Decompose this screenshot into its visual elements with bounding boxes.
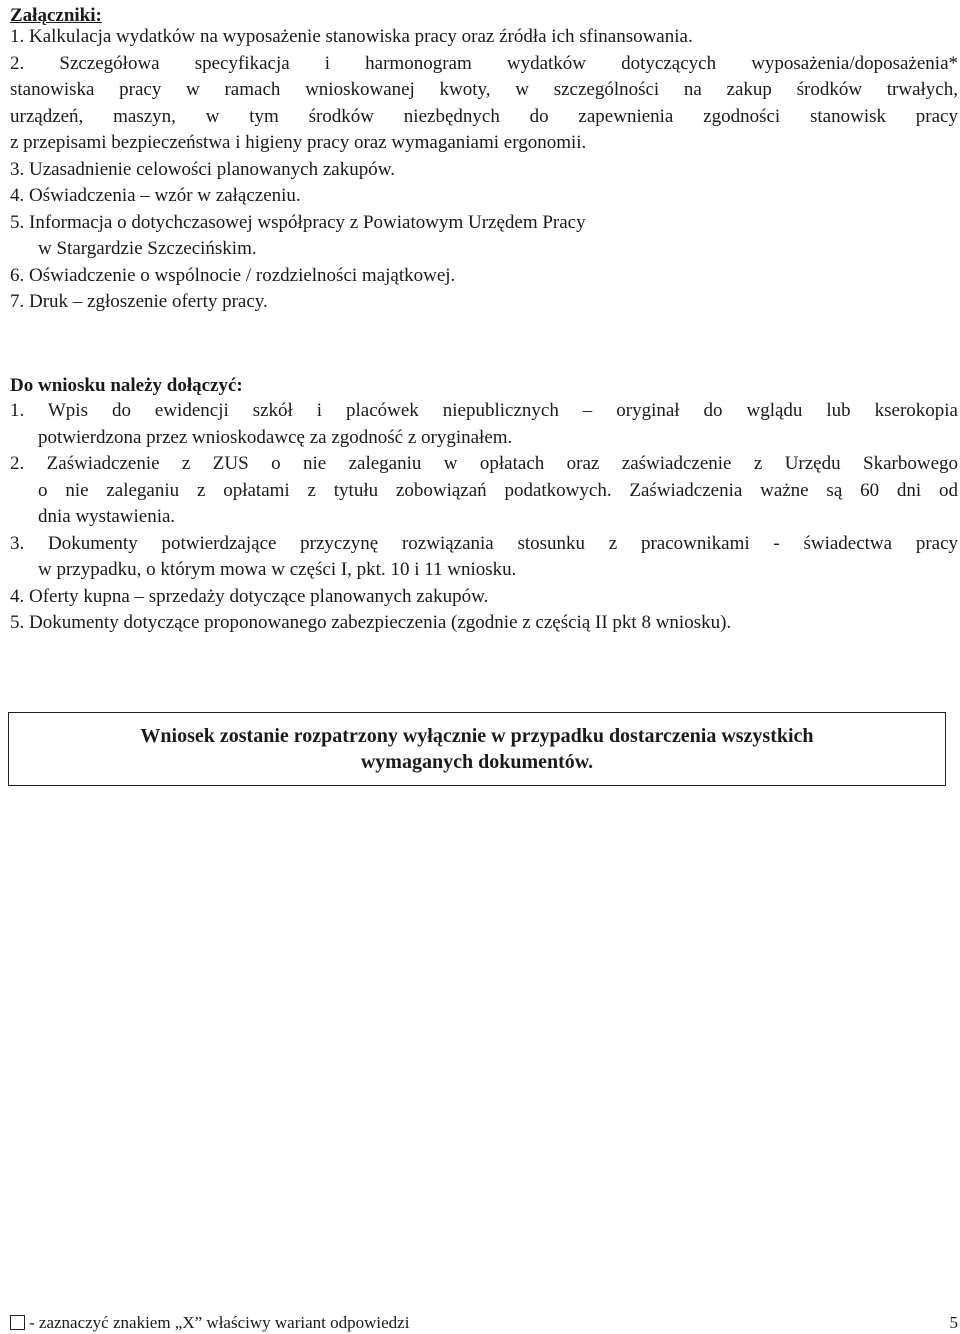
list-item — [10, 610, 958, 637]
notice-box — [8, 712, 946, 786]
attachments-list — [10, 24, 958, 316]
list-item — [10, 157, 958, 184]
item-text: urządzeń, maszyn, w tym środków niezbędnych do zapewnienia zgodności stanowisk pracy — [10, 105, 958, 127]
item-text: z przepisami bezpieczeństwa i higieny pracy oraz wymaganiami ergonomii. — [10, 132, 587, 153]
item-text: Wpis do ewidencji szkół i placówek niepublicznych – oryginał do wglądu lub kserokopia — [47, 400, 958, 421]
item-number: 4. — [10, 585, 25, 607]
list-item — [10, 584, 958, 611]
item-text: Kalkulacja wydatków na wyposażenie stanowiska pracy oraz źródła ich sfinansowania. — [29, 26, 693, 47]
item-text: Uzasadnienie celowości planowanych zakupów. — [29, 158, 395, 180]
page-number: 5 — [949, 1313, 958, 1332]
notice-line: Wniosek zostanie rozpatrzony wyłącznie w przypadku dostarczenia wszystkich — [140, 725, 814, 747]
item-number: 3. — [10, 532, 25, 554]
item-text: Druk – zgłoszenie oferty pracy. — [29, 291, 268, 312]
list-item — [10, 183, 958, 210]
item-text: stanowiska pracy w ramach wnioskowanej kwoty, w szczególności na zakup środków trwałych, — [10, 79, 958, 100]
item-number: 5. — [10, 211, 25, 233]
item-text: dnia wystawienia. — [38, 506, 176, 527]
item-text: Zaświadczenie z ZUS o nie zaleganiu w opłatach oraz zaświadczenie z Urzędu Skarbowego — [46, 453, 958, 474]
item-text: Szczegółowa specyfikacja i harmonogram wydatków dotyczących wyposażenia/doposażenia* — [59, 52, 959, 74]
item-number: 2. — [10, 52, 25, 74]
item-number: 1. — [10, 26, 25, 47]
item-text: Dokumenty potwierdzające przyczynę rozwiązania stosunku z pracownikami - świadectwa pracy — [48, 532, 959, 554]
list-item — [10, 263, 958, 290]
item-number: 3. — [10, 158, 25, 180]
item-text: Oświadczenie o wspólnocie / rozdzielności majątkowej. — [29, 264, 456, 286]
list-item — [10, 210, 958, 263]
notice-line: wymaganych dokumentów. — [360, 751, 594, 773]
required-list — [10, 398, 958, 637]
page-footer — [10, 1312, 958, 1334]
list-item — [10, 531, 958, 584]
item-text: w przypadku, o którym mowa w części I, pkt. 10 i 11 wniosku. — [38, 559, 517, 580]
list-item — [10, 24, 958, 51]
attachments-heading: Załączniki: — [10, 5, 102, 26]
item-text: w Stargardzie Szczecińskim. — [38, 238, 257, 259]
list-item — [10, 451, 958, 531]
checkbox-icon — [10, 1315, 25, 1330]
item-number: 4. — [10, 185, 25, 206]
item-number: 6. — [10, 264, 25, 286]
item-text: potwierdzona przez wnioskodawcę za zgodność z oryginałem. — [38, 426, 513, 448]
list-item — [10, 51, 958, 157]
item-text: Dokumenty dotyczące proponowanego zabezpieczenia (zgodnie z częścią II pkt 8 wniosku). — [29, 612, 732, 633]
item-number: 1. — [10, 400, 25, 421]
item-text: Informacja o dotychczasowej współpracy z Powiatowym Urzędem Pracy — [29, 211, 586, 233]
list-item — [10, 398, 958, 451]
item-number: 7. — [10, 291, 25, 312]
required-heading: Do wniosku należy dołączyć: — [10, 375, 243, 396]
item-number: 5. — [10, 612, 25, 633]
footer-legend-text: - zaznaczyć znakiem „X” właściwy wariant odpowiedzi — [29, 1313, 410, 1332]
item-text: Oświadczenia – wzór w załączeniu. — [29, 185, 301, 206]
item-text: Oferty kupna – sprzedaży dotyczące planowanych zakupów. — [29, 585, 489, 607]
item-text: o nie zaleganiu z opłatami z tytułu zobowiązań podatkowych. Zaświadczenia ważne są 60 dni od — [38, 479, 958, 501]
list-item — [10, 289, 958, 316]
item-number: 2. — [10, 453, 25, 474]
footer-legend — [10, 1312, 409, 1334]
